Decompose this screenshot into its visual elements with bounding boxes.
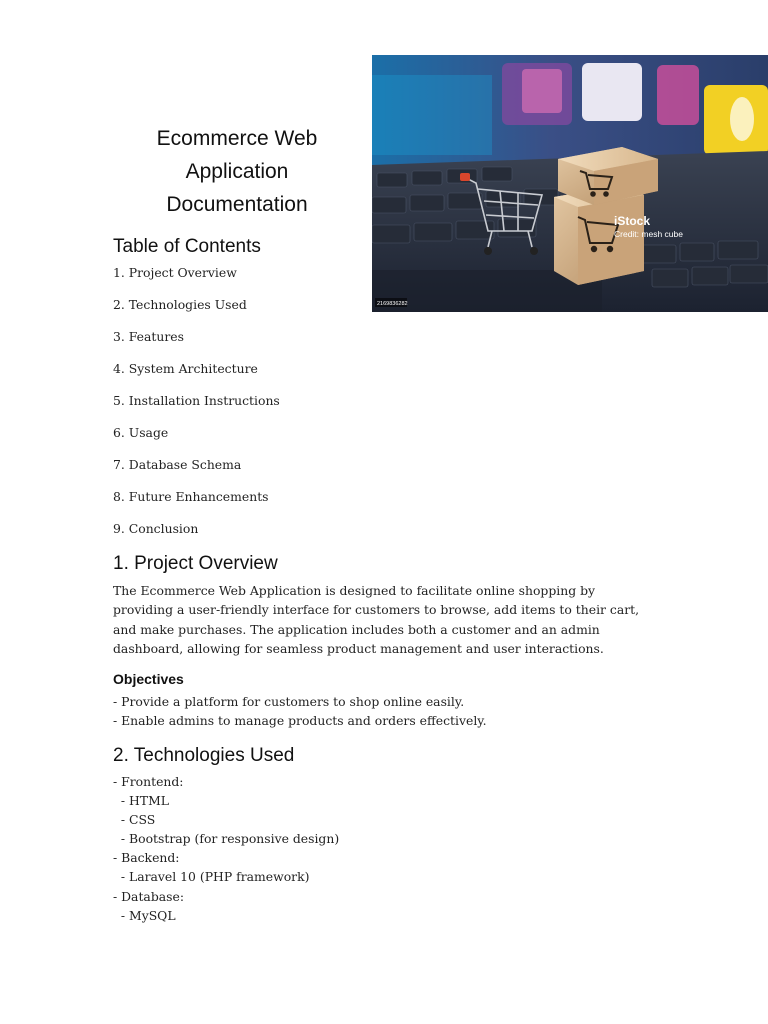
toc-heading: Table of Contents <box>113 236 261 257</box>
toc-item: 7. Database Schema <box>113 457 242 472</box>
toc-item: 5. Installation Instructions <box>113 393 280 408</box>
title-line: Ecommerce Web <box>156 127 318 150</box>
toc-item: 9. Conclusion <box>113 521 199 536</box>
toc-item: 2. Technologies Used <box>113 297 247 312</box>
section-heading-technologies: 2. Technologies Used <box>113 745 295 766</box>
toc-item: 1. Project Overview <box>113 265 237 280</box>
objectives-heading: Objectives <box>113 671 184 687</box>
toc-item: 4. System Architecture <box>113 361 258 376</box>
image-code: 2169836282 <box>377 301 408 307</box>
technology-item: - Backend: <box>113 850 180 866</box>
overview-paragraph: The Ecommerce Web Application is designed to facilitate online shopping by providing a user-friendly interface for customers to browse, add items to their cart, and make purchases. The application includes both a customer and an admin dashboard, allowing for seamless product management and user interactions. <box>113 583 640 656</box>
technology-item: - HTML <box>113 793 169 809</box>
toc-item: 8. Future Enhancements <box>113 489 269 504</box>
technology-item: - Laravel 10 (PHP framework) <box>113 869 310 885</box>
toc-list <box>113 264 280 552</box>
technology-item: - Bootstrap (for responsive design) <box>113 831 340 847</box>
technologies-list <box>113 772 339 925</box>
title-line: Application <box>185 160 289 183</box>
section-heading-overview: 1. Project Overview <box>113 553 278 574</box>
document-title <box>112 122 362 221</box>
hero-image <box>372 55 768 312</box>
toc-item: 6. Usage <box>113 425 169 440</box>
toc-item: 3. Features <box>113 329 184 344</box>
watermark-credit: Credit: mesh cube <box>614 229 683 239</box>
watermark-brand: iStock <box>614 214 651 228</box>
title-line: Documentation <box>166 193 308 216</box>
technology-item: - Database: <box>113 888 184 904</box>
objectives-list <box>113 692 487 730</box>
technology-item: - MySQL <box>113 907 176 923</box>
technology-item: - CSS <box>113 812 156 828</box>
objective-item: - Provide a platform for customers to shop online easily. <box>113 694 465 709</box>
technology-item: - Frontend: <box>113 774 184 789</box>
objective-item: - Enable admins to manage products and orders effectively. <box>113 713 487 729</box>
